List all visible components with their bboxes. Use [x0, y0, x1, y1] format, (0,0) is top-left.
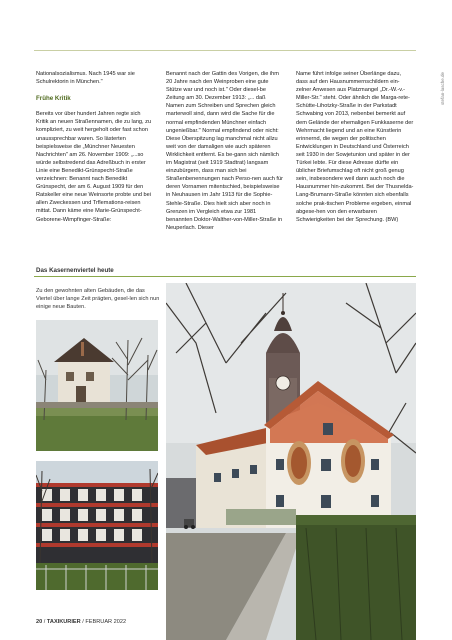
text-column-2: [166, 70, 284, 232]
page-footer: [36, 619, 126, 625]
body-paragraph: Benannt nach der Gattin des Vorigen, die ihm 20 Jahre nach den Weinproben eine gute Stütze war und noch ist." Oder diesel-be Zeitung am 30. Dezember 1913: „... daß Namen zum Schreiben und Sprechen gleich marterwoll sind, dann wird die Sache für die normal empfindenden Münchner einfach ungenießbar." Normal empfindend oder nicht: Diese Überspitzung lag manchmal nicht allzu weit von der damaligen wie auch späteren Wirklichkeit entfernt. Es be-gann sich nämlich im Magistrat (seit 1919 Stadtrat) langsam einzubürgern, dass man sich bei Straßenbenennungen nach Perso-nen auch für deren Vornamen mitentschied, beispielsweise in Neuhausen im Jahr 1913 für die Sophie-Stehle-Straße. Dies hielt sich aber noch in Grenzen im Vergleich etwa zur 1981 benannten Doktor-Walther-von-Miller-Straße in Neuperlach. Dieser: [166, 71, 283, 231]
section-rule: [34, 276, 416, 277]
body-paragraph: Bereits vor über hundert Jahren regte sich Kritik an neuen Straßennamen, die zu lang, zu kompliziert, zu weit hergeholt oder fast schon unaussprechbar waren. So lästerten beispielsweise die „Münchner Neuesten Nachrichten" am 26. November 1909: „...so würde selbstredend das Adreßbuch in erster Linie eine Benedikt-Grünspecht-Straße verzeichnen: Benannt nach Benedikt Grünspecht, der am 6. August 1909 für den Ratskeller eine neue Weinsorte probte und bei allen Zweckessen und Trflemations-reisen mittat. Dann käme eine Marie-Grünspecht- Geborene-Wimpfinger-Straße:: [36, 111, 152, 223]
page-number: 20: [36, 619, 43, 625]
subheading: Frühe Kritik: [36, 95, 71, 103]
photo-church: [166, 283, 416, 640]
text-column-1: [36, 70, 154, 224]
footer-separator: /: [43, 619, 47, 625]
photo-house: [36, 320, 158, 451]
magazine-name: TAXIKURIER: [46, 619, 81, 625]
text-column-3: [296, 70, 414, 224]
section-title: Das Kasernenviertel heute: [36, 267, 114, 274]
top-rule: [34, 50, 416, 51]
photo-caption: Zu den gewohnten alten Gebäuden, die das Viertel über lange Zeit prägten, gesel-len sich nun einige neue Bauten.: [36, 288, 160, 311]
issue-date: FEBRUAR 2022: [85, 619, 127, 625]
photo-credit: stefan-lasche.de: [440, 72, 445, 106]
body-paragraph: Name führt infolge seiner Überlänge dazu, dass auf den Hausnummernschildern ein-zelner Anwesen aus Platzmangel „Dr.-W.-v.-Miller-Str." steht. Oder ähnlich die Marga-rete-Schütte-Lihotzky-Straße in der Parkstadt Schwabing von 2013, nebenbei bemerkt auf dem Gelände der ehemaligen Funkkaserne der Wehrmacht liegend und an eine Künstlerin erinnernd, die wegen der politischen Entwicklungen in Deutschland und Österreich seit 1930 in der Sowjetunion und später in der Türkei lebte. Für diese Adresse dürfte ein üblicher Briefumschlag oft nicht groß genug sein, insbesondere weil dann auch noch die Hausnummer hin-zukommt. Bei der Thusnelda-Lang-Brumann-Straße könnten sich ebenfalls solche prak-tischen Probleme ergeben, einmal abgese-hen von den erwarbaren Schwierigkeiten bei der Sprechung. (BW): [296, 71, 414, 223]
photo-apartments: [36, 461, 158, 590]
body-paragraph: Nationalsozialismus. Nach 1945 war sie Schulrektorin in München.": [36, 71, 135, 86]
footer-separator: /: [82, 619, 86, 625]
